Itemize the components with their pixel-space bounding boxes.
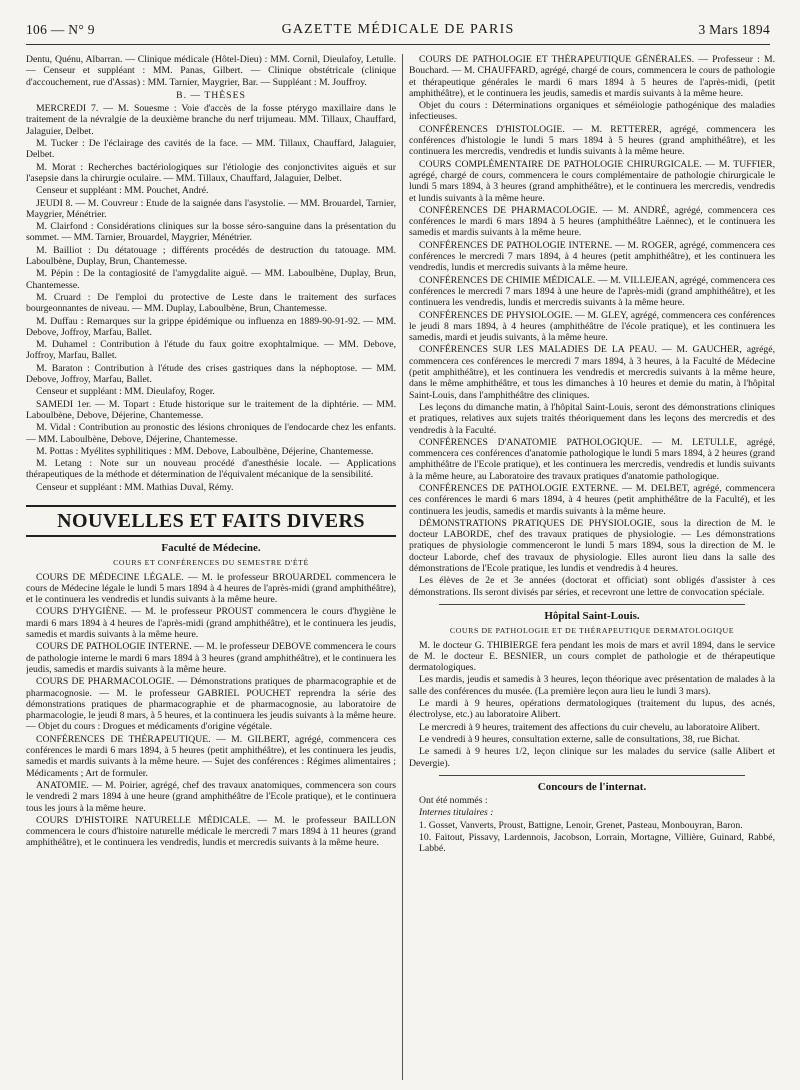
conference-entry: CONFÉRENCES D'HISTOLOGIE. — M. RETTERER, agrégé, commencera les conférences d'histologie le lundi 5 mars 1894 à 5 heures (grand amphithéâtre), et les continuera les mercredis, vendredis et lundis suivants à la même heure. [409, 123, 775, 158]
thesis-entry: M. Vidal : Contribution au pronostic des lésions chroniques de l'endocarde chez les enfants. — MM. Laboulbène, Debove, Déjerine, Chantemesse. [26, 422, 396, 445]
course-entry: ANATOMIE. — M. Poirier, agrégé, chef des travaux anatomiques, commencera son cours le vendredi 2 mars 1894 à une heure (grand amphithéâtre de l'Ecole pratique), et le continuera tous les jours à la même heure. [26, 779, 396, 814]
right-column [409, 54, 775, 1084]
thesis-entry: MERCREDI 7. — M. Souesme : Voie d'accès de la fosse ptérygo maxillaire dans le traitement de la névralgie de la deuxième branche du nerf trijumeau. MM. Tillaux, Chauffard, Jalaguier, Delbet. [26, 103, 396, 137]
issue-date: 3 Mars 1894 [698, 22, 770, 37]
conference-entry: CONFÉRENCES DE PATHOLOGIE EXTERNE. — M. DELBET, agrégé, commencera ces conférences le mardi 6 mars 1894, à 4 heures (petit amphithéâtre de la Faculté), et les continuera les jeudis, samedis et mardis suivants à la même heure. [409, 482, 775, 517]
dermatology-heading: COURS DE PATHOLOGIE ET DE THÉRAPEUTIQUE DERMATOLOGIQUE [449, 626, 735, 636]
internat-subheading: Internes titulaires : [419, 807, 494, 819]
conference-entry: COURS COMPLÉMENTAIRE DE PATHOLOGIE CHIRURGICALE. — M. TUFFIER, agrégé, chargé de cours, commencera le cours complémentaire de pathologie chirurgicale le lundi 5 mars 1894, à 3 heures (grand amphithéâtre), et le continuera les mercredis, vendredis et lundis suivants à la même heure. [409, 158, 775, 204]
conference-entry: CONFÉRENCES DE CHIMIE MÉDICALE. — M. VILLEJEAN, agrégé, commencera ces conférences le mercredi 7 mars 1894 à une heure de l'après-midi (grand amphithéâtre), et les continuera les vendredis, lundis et mercredis suivants à la même heure. [409, 274, 775, 309]
course-entry: CONFÉRENCES DE THÉRAPEUTIQUE. — M. GILBERT, agrégé, commencera ces conférences le mardi 6 mars 1894, à 5 heures (petit amphithéâtre), et les continuera les jeudis, samedis et mardis suivants à la même heure. — Sujet des conférences : Régimes alimentaires ; Médicaments ; Art de formuler. [26, 733, 396, 779]
theses-list [26, 103, 396, 493]
conferences-list [409, 54, 775, 598]
course-entry: COURS DE MÉDECINE LÉGALE. — M. le professeur BROUARDEL commencera le cours de Médecine légale le lundi 5 mars 1894 à 4 heures de l'après-midi (grand amphithéâtre), et le continuera les vendredis et lundis suivants à la même heure. [26, 571, 396, 606]
thesis-entry: M. Letang : Note sur un nouveau procédé d'anesthésie locale. — Applications thérapeutiques de la méthode et détermination de l'équivalent mécanique de la sensibilité. [26, 458, 396, 481]
thesis-entry: Censeur et suppléant : MM. Dieulafoy, Roger. [36, 386, 215, 398]
thesis-entry: M. Duhamel : Contribution à l'étude du faux goitre exophtalmique. — MM. Debove, Joffroy, Marfau, Ballet. [26, 339, 396, 362]
section-rule [439, 775, 745, 776]
dermatology-entry: Le vendredi à 9 heures, consultation externe, salle de consultations, 38, rue Bichat. [419, 733, 740, 745]
thesis-entry: M. Pépin : De la contagiosité de l'amygdalite aiguë. — MM. Laboulbène, Duplay, Brun, Chantemesse. [26, 268, 396, 291]
thesis-entry: M. Baraton : Contribution à l'étude des crises gastriques dans la néphoptose. — MM. Debove, Joffroy, Marfau, Ballet. [26, 362, 396, 386]
section-rule [439, 604, 745, 605]
news-section-title: NOUVELLES ET FAITS DIVERS [26, 505, 396, 537]
conference-entry: CONFÉRENCES DE PHYSIOLOGIE. — M. GLEY, agrégé, commencera ces conférences le jeudi 8 mars 1894, à 4 heures (amphithéâtre de l'école pratique), et les continuera les samedis, mardi et jeudis suivants, à la même heure. [409, 309, 775, 344]
internat-entry: 1. Gosset, Vanverts, Proust, Battigne, Lenoir, Grenet, Pasteau, Monbouyran, Baron. [419, 819, 743, 831]
courses-heading: COURS ET CONFÉRENCES DU SEMESTRE D'ÉTÉ [113, 558, 309, 568]
thesis-entry: M. Morat : Recherches bactériologiques sur l'étiologie des conjonctivites aiguës et sur l'asepsie dans la chirurgie oculaire. — MM. Tillaux, Chauffard, Jalaguier, Delbet. [26, 161, 396, 184]
internat-heading: Concours de l'internat. [537, 780, 647, 793]
thesis-entry: M. Cruard : De l'emploi du protective de Leste dans le traitement des surfaces bourgeonnantes de niveau. — MM. Duplay, Laboulbène, Brun, Chantemesse. [26, 291, 396, 315]
page-number: 106 — N° 9 [26, 22, 95, 37]
thesis-entry: M. Bailliot : Du détatouage ; différents procédés de destruction du tatouage. MM. Laboulbène, Duplay, Brun, Chantemesse. [26, 244, 396, 268]
faculty-heading: Faculté de Médecine. [161, 541, 261, 554]
thesis-entry: M. Duffau : Remarques sur la grippe épidémique ou influenza en 1889-90-91-92. — MM. Debove, Joffroy, Marfau, Ballet. [26, 315, 396, 338]
course-entry: COURS D'HYGIÈNE. — M. le professeur PROUST commencera le cours d'hygiène le mardi 6 mars 1894 à 4 heures de l'après-midi (grand amphithéâtre), et le continuera les jeudis, samedis et mardis suivants à la même heure. [26, 606, 396, 641]
course-entry: COURS DE PATHOLOGIE INTERNE. — M. le professeur DEBOVE commencera le cours de pathologie interne le mardi 6 mars 1894 à 3 heures (grand amphithéâtre), et le continuera les jeudis, samedis et mardis suivants à la même heure. [26, 641, 396, 675]
conference-entry: CONFÉRENCES DE PATHOLOGIE INTERNE. — M. ROGER, agrégé, commencera ces conférences le mercredi 7 mars 1894, à 4 heures (petit amphithéâtre), et les continuera les vendredis, lundis et mercredis suivants à la même heure. [409, 239, 775, 274]
left-column [26, 54, 396, 1084]
dermatology-entry: Le mardi à 9 heures, opérations dermatologiques (traitement du lupus, des acnés, électrolyse, etc.) au laboratoire Alibert. [409, 698, 775, 721]
section-heading-theses: B. — THÈSES [176, 89, 246, 101]
thesis-entry: M. Tucker : De l'éclairage des cavités de la face. — MM. Tillaux, Chauffard, Jalaguier, Delbet. [26, 138, 396, 161]
course-entry: COURS D'HISTOIRE NATURELLE MÉDICALE. — M. le professeur BAILLON commencera le cours d'histoire naturelle médicale le mercredi 7 mars 1894 à 11 heures (grand amphithéâtre), et le continuera les vendredis, lundis et mercredis suivants à la même heure. [26, 814, 396, 849]
conference-entry: CONFÉRENCES DE PHARMACOLOGIE. — M. ANDRÉ, agrégé, commencera ces conférences le mardi 6 mars 1894 à 5 heures (amphithéâtre Laënnec), et le continuera les samedis et mardis suivants à la même heure. [409, 204, 775, 239]
thesis-entry: Censeur et suppléant : MM. Mathias Duval, Rémy. [36, 481, 234, 493]
column-divider [402, 54, 403, 1080]
dermatology-list [409, 640, 775, 769]
internat-list [409, 820, 775, 855]
dermatology-entry: Les mardis, jeudis et samedis à 3 heures, leçon théorique avec présentation de malades à la salle des conférences du musée. (La première leçon aura lieu le lundi 3 mars). [409, 674, 775, 697]
page-header [26, 18, 770, 45]
thesis-entry: M. Pottas : Myélites syphilitiques : MM. Debove, Laboulbène, Déjerine, Chantemesse. [36, 445, 374, 457]
conference-entry: Les élèves de 2e et 3e années (doctorat et officiat) sont obligés d'assister à ces démonstrations. Ils seront divisés par séries, et recevront une lettre de convocation spéciale. [409, 575, 775, 598]
exam-jury-paragraph: Dentu, Quénu, Albarran. — Clinique médicale (Hôtel-Dieu) : MM. Cornil, Dieulafoy, Letulle. — Censeur et suppléant : MM. Panas, Gilbert. — Clinique obstétricale (clinique d'accouchement, rue d'Assas) : MM. Tarnier, Maygrier, Bar. — Suppléant : M. Jouffroy. [26, 54, 396, 88]
conference-entry: Les leçons du dimanche matin, à l'hôpital Saint-Louis, seront des démonstrations cliniques et pratiques, relatives aux sujets traités théoriquement dans les leçons des mercredis et des vendredis à la Faculté. [409, 401, 775, 436]
thesis-entry: SAMEDI 1er. — M. Topart : Etude historique sur le traitement de la diphtérie. — MM. Laboulbène, Debove, Déjerine, Chantemesse. [26, 398, 396, 421]
thesis-entry: M. Clairfond : Considérations cliniques sur la bosse séro-sanguine dans la présentation du sommet. — MM. Tarnier, Brouardel, Maygrier, Ménétrier. [26, 221, 396, 244]
conference-entry: CONFÉRENCES SUR LES MALADIES DE LA PEAU. — M. GAUCHER, agrégé, commencera ces conférences le mercredi 7 mars 1894, à 3 heures, à la Faculté de Médecine (petit amphithéâtre), et les continuera les vendredis et mercredis suivants à la même heure, dans le même amphithéâtre, et tous les dimanches à 10 heures et demie du matin, à l'hôpital Saint-Louis, dans l'amphithéâtre des cliniques. [409, 344, 775, 401]
course-entry: COURS DE PHARMACOLOGIE. — Démonstrations pratiques de pharmacographie et de pharmacognosie. — M. le professeur GABRIEL POUCHET reprendra la série des démonstrations pratiques de pharmacographie et de pharmacognosie, au laboratoire de pharmacologie, le jeudi 8 mars, à 5 heures, et la continuera les jeudis suivants à la même heure. — Objet du cours : Drogues et médicaments d'origine végétale. [26, 676, 396, 733]
dermatology-entry: M. le docteur G. THIBIERGE fera pendant les mois de mars et avril 1894, dans le service de M. le docteur E. BESNIER, un cours complet de pathologie et de thérapeutique dermatologiques. [409, 639, 775, 674]
dermatology-entry: Le samedi à 9 heures 1/2, leçon clinique sur les malades du service (salle Alibert et Devergie). [409, 746, 775, 769]
conference-entry: Objet du cours : Déterminations organiques et séméiologie pathogénique des maladies infectieuses. [409, 100, 775, 123]
conference-entry: COURS DE PATHOLOGIE ET THÉRAPEUTIQUE GÉNÉRALES. — Professeur : M. Bouchard. — M. CHAUFFARD, agrégé, chargé de cours, commencera le cours de pathologie et thérapeutique générales le mardi 6 mars 1894 à 5 heures de l'après-midi, (petit amphithéâtre), et le continuera les jeudis, samedis et mardis suivants à la même heure. [409, 54, 775, 99]
internat-entry: 10. Faitout, Pissavy, Lardennois, Jacobson, Lorrain, Mortagne, Villière, Guinard, Rabbé, Labbé. [419, 832, 775, 855]
internat-intro: Ont été nommés : [419, 795, 488, 807]
hospital-heading: Hôpital Saint-Louis. [544, 609, 640, 622]
courses-list [26, 572, 396, 849]
thesis-entry: JEUDI 8. — M. Couvreur : Etude de la saignée dans l'asystolie. — MM. Brouardel, Tarnier, Maygrier, Ménétrier. [26, 197, 396, 220]
thesis-entry: Censeur et suppléant : MM. Pouchet, André. [36, 185, 209, 197]
conference-entry: CONFÉRENCES D'ANATOMIE PATHOLOGIQUE. — M. LETULLE, agrégé, commencera ces conférences d'anatomie pathologique le lundi 5 mars 1894, à 2 heures (grand amphithéâtre de l'Ecole pratique), et les continuera les mercredis, vendredis et lundis suivants à la même heure, au Laboratoire des travaux pratiques d'anatomie pathologique. [409, 436, 775, 482]
conference-entry: DÉMONSTRATIONS PRATIQUES DE PHYSIOLOGIE, sous la direction de M. le docteur LABORDE, chef des travaux pratiques de physiologie. — Les démonstrations pratiques de physiologie commenceront le lundi 5 mars 1894, sous la direction de M. le docteur Laborde, chef des travaux de physiologie. Elles auront lieu dans la salle des démonstrations de l'Ecole pratique, les lundis et vendredis à 4 heures. [409, 517, 775, 575]
dermatology-entry: Le mercredi à 9 heures, traitement des affections du cuir chevelu, au laboratoire Alibert. [419, 721, 760, 733]
journal-title: GAZETTE MÉDICALE DE PARIS [281, 22, 515, 37]
